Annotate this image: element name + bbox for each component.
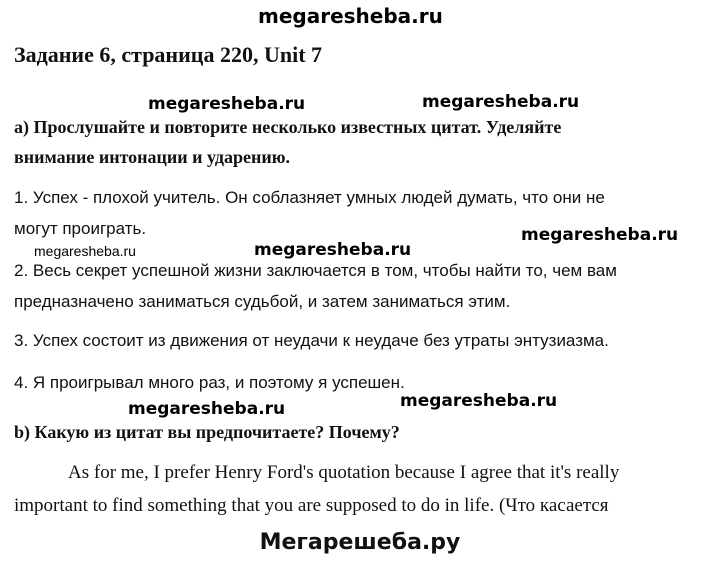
- quote-4: [14, 367, 714, 398]
- quote-line: предназначено заниматься судьбой, и затем заниматься этим.: [14, 292, 511, 311]
- watermark: megaresheba.ru: [422, 92, 580, 112]
- header-watermark: megaresheba.ru: [258, 4, 443, 28]
- task-b-heading: b) Какую из цитат вы предпочитаете? Почему?: [14, 422, 400, 442]
- quote-line: 2. Весь секрет успешной жизни заключается в том, чтобы найти то, чем вам: [14, 261, 617, 280]
- footer-site-name: Мегарешеба.ру: [259, 530, 461, 555]
- quote-3: [14, 325, 714, 356]
- quote-2: [14, 255, 714, 317]
- task-a-heading: [14, 112, 561, 172]
- task-a-line: а) Прослушайте и повторите несколько известных цитат. Уделяйте: [14, 117, 562, 137]
- quote-line: могут проиграть.: [14, 219, 147, 238]
- quote-line: 3. Успех состоит из движения от неудачи к неудаче без утраты энтузиазма.: [14, 331, 609, 350]
- watermark: megaresheba.ru: [148, 94, 306, 114]
- quote-line: 1. Успех - плохой учитель. Он соблазняет умных людей думать, что они не: [14, 188, 605, 207]
- watermark: megaresheba.ru: [254, 240, 412, 260]
- answer-paragraph: [14, 456, 714, 522]
- watermark: megaresheba.ru: [521, 225, 679, 245]
- watermark: megaresheba.ru: [400, 391, 558, 411]
- task-a-line: внимание интонации и ударению.: [14, 147, 291, 167]
- answer-line: important to find something that you are supposed to do in life. (Что касается: [14, 495, 609, 516]
- watermark: megaresheba.ru: [128, 399, 286, 419]
- page-title: Задание 6, страница 220, Unit 7: [14, 42, 323, 67]
- watermark: megaresheba.ru: [34, 243, 136, 259]
- answer-line: As for me, I prefer Henry Ford's quotation because I agree that it's really: [68, 462, 620, 483]
- quote-line: 4. Я проигрывал много раз, и поэтому я успешен.: [14, 373, 405, 392]
